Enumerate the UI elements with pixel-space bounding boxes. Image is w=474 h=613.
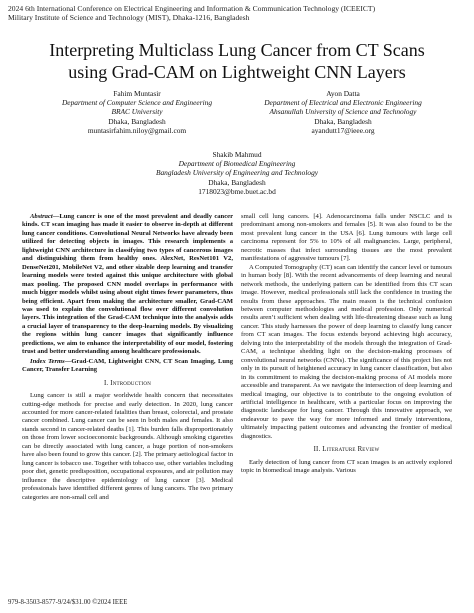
author-block (42, 89, 232, 135)
conference-name: 2024 6th International Conference on Electrical Engineering and Information & Communication Technology (ICEEICT) (8, 4, 376, 13)
introduction-paragraph: Lung cancer is still a major worldwide health concern that necessitates cutting-edge methods for precise and early detection. In 2020, lung cancer accounted for more cancer-related fatalities than breast, colorectal, and prostate cancer combined. Lung cancer can be seen in both males and females. It also stands second in cancer-related deaths [1]. This burden falls disproportionately on those from lower socioeconomic backgrounds. Although smoking cigarettes can be directly associated with lung cancer, a huge portion of non-smokers have also been found to grow this cancer. [2]. The primary aetiological factor in lung cancer is tobacco use. Together with tobacco use, other variables including poor diet, genetic predisposition, occupational exposures, and air pollution may influence the descriptive epidemiology of lung cancer [3]. Medical professionals have identified different genres of lung cancers. The two primary categories are non-small cell and (22, 392, 233, 501)
author-location: Dhaka, Bangladesh (108, 116, 166, 126)
copyright-footer: 979-8-3503-8577-9/24/$31.00 ©2024 IEEE (8, 599, 128, 606)
index-terms-text: —Grad-CAM, Lightweight CNN, CT Scan Imaging, Lung Cancer, Transfer Learning (22, 357, 233, 374)
author-email: muntasirfahim.niloy@gmail.com (87, 125, 187, 135)
left-column (22, 213, 233, 502)
author-email: 1718023@bme.buet.ac.bd (198, 186, 276, 196)
abstract (22, 213, 233, 357)
section-heading-introduction: I. Introduction (103, 379, 152, 387)
abstract-text: —Lung cancer is one of the most prevalent and deadly cancer kinds. CT scan imaging has made it easier to observe in-depth at different lung cancer conditions. Convolutional Neural Networks have already been utilized for detecting objects in images. This research implements a lightweight CNN architecture in classifying two types of cancerous images and distinguishing them from healthy ones. AlexNet, ResNet101 V2, DenseNet201, MobileNet V2, and other sizable deep learning and transfer learning models were tested against this unique architecture with global max pooling. The proposed CNN model overlaps in performance with much bigger models whilst using about eight times fewer parameters, thus being efficient. Apart from making the architecture smaller, Grad-CAM was used to explain the convolutional flow over different convolution layers. This integration of the Grad-CAM technique into the analysis adds a crucial layer of transparency to the deep-learning models. By visualizing the regions within lung cancer images that significantly influence predictions, we aim to enhance the interpretability of our model, fostering trust and better understanding among healthcare professionals. (22, 213, 233, 356)
author-institution: BRAC University (111, 107, 163, 117)
conference-venue: Military Institute of Science and Technology (MIST), Dhaka-1216, Bangladesh (8, 13, 250, 23)
literature-review-paragraph: Early detection of lung cancer from CT scan images is an actively explored topic in biomedical image analysis. Various (241, 458, 452, 475)
author-department: Department of Biomedical Engineering (178, 159, 296, 169)
index-terms (22, 358, 233, 375)
author-name: Ayon Datta (326, 89, 360, 98)
author-department: Department of Electrical and Electronic Engineering (264, 98, 422, 108)
right-column (241, 213, 452, 476)
section-heading-literature-review: II. Literature Review (313, 446, 380, 454)
introduction-paragraph-continued: small cell lung cancers. [4]. Adenocarcinoma falls under NSCLC and is predominant among non-smokers and females [5]. It was also found to be the most prevalent lung cancer in the USA [6]. Lung tumours with large cell carcinoma represent for 5% to 10% of all malignancies. Large, peripheral, necrotic masses that infect surrounding tissues are the most prevalent manifestations of aggressive tumours [7]. (241, 213, 452, 263)
abstract-label: Abstract (30, 213, 53, 220)
introduction-paragraph: A Computed Tomography (CT) scan can identify the cancer level or tumours in human body [8]. With the recent advancements of deep learning and neural network methods, the underlying pattern can be identified from this CT scan image. However, medical professionals still lack the confidence in trusting the results from these approaches. The main reason is the technical confusion between computer methodologies and medical profession. Only numerical results aren’t sufficient when dealing with life-threatening disease such as lung cancer. This study harnesses the power of deep learning to classify lung cancer from CT scan images. The focus extends beyond achieving high accuracy, delving into the interpretability of the models through the integration of Grad-CAM, a technique shedding light on the decision-making processes of convolutional neural networks (CNNs). The significance of this project lies not only in its pursuit of heightened accuracy in lung cancer classification, but also in its commitment to making the decision-making process of AI models more accessible and transparent. As we navigate the intersection of deep learning and medical imaging, our objective is to contribute to the ongoing evolution of artificial intelligence in healthcare, with a particular focus on improving the diagnostic landscape for lung cancer. Through this innovative approach, we endeavour to pave the way for more informed and timely interventions, ultimately impacting patient outcomes and advancing the frontier of medical diagnostics. (241, 263, 452, 440)
author-name: Shakib Mahmud (212, 150, 262, 159)
author-block (90, 150, 384, 196)
author-institution: Bangladesh University of Engineering and Technology (155, 168, 319, 178)
author-institution: Ahsanullah University of Science and Technology (269, 107, 417, 117)
title-line-2: using Grad-CAM on Lightweight CNN Layers (68, 62, 406, 82)
author-name: Fahim Muntasir (113, 89, 161, 98)
paper-title (0, 39, 474, 83)
author-location: Dhaka, Bangladesh (208, 177, 266, 187)
conference-header (8, 4, 468, 22)
index-terms-label: Index Terms (30, 357, 65, 365)
author-location: Dhaka, Bangladesh (314, 116, 372, 126)
author-department: Department of Computer Science and Engineering (61, 98, 213, 108)
author-email: ayandutt17@ieee.org (311, 125, 375, 135)
author-block (248, 89, 438, 135)
title-line-1: Interpreting Multiclass Lung Cancer from CT Scans (49, 40, 425, 60)
